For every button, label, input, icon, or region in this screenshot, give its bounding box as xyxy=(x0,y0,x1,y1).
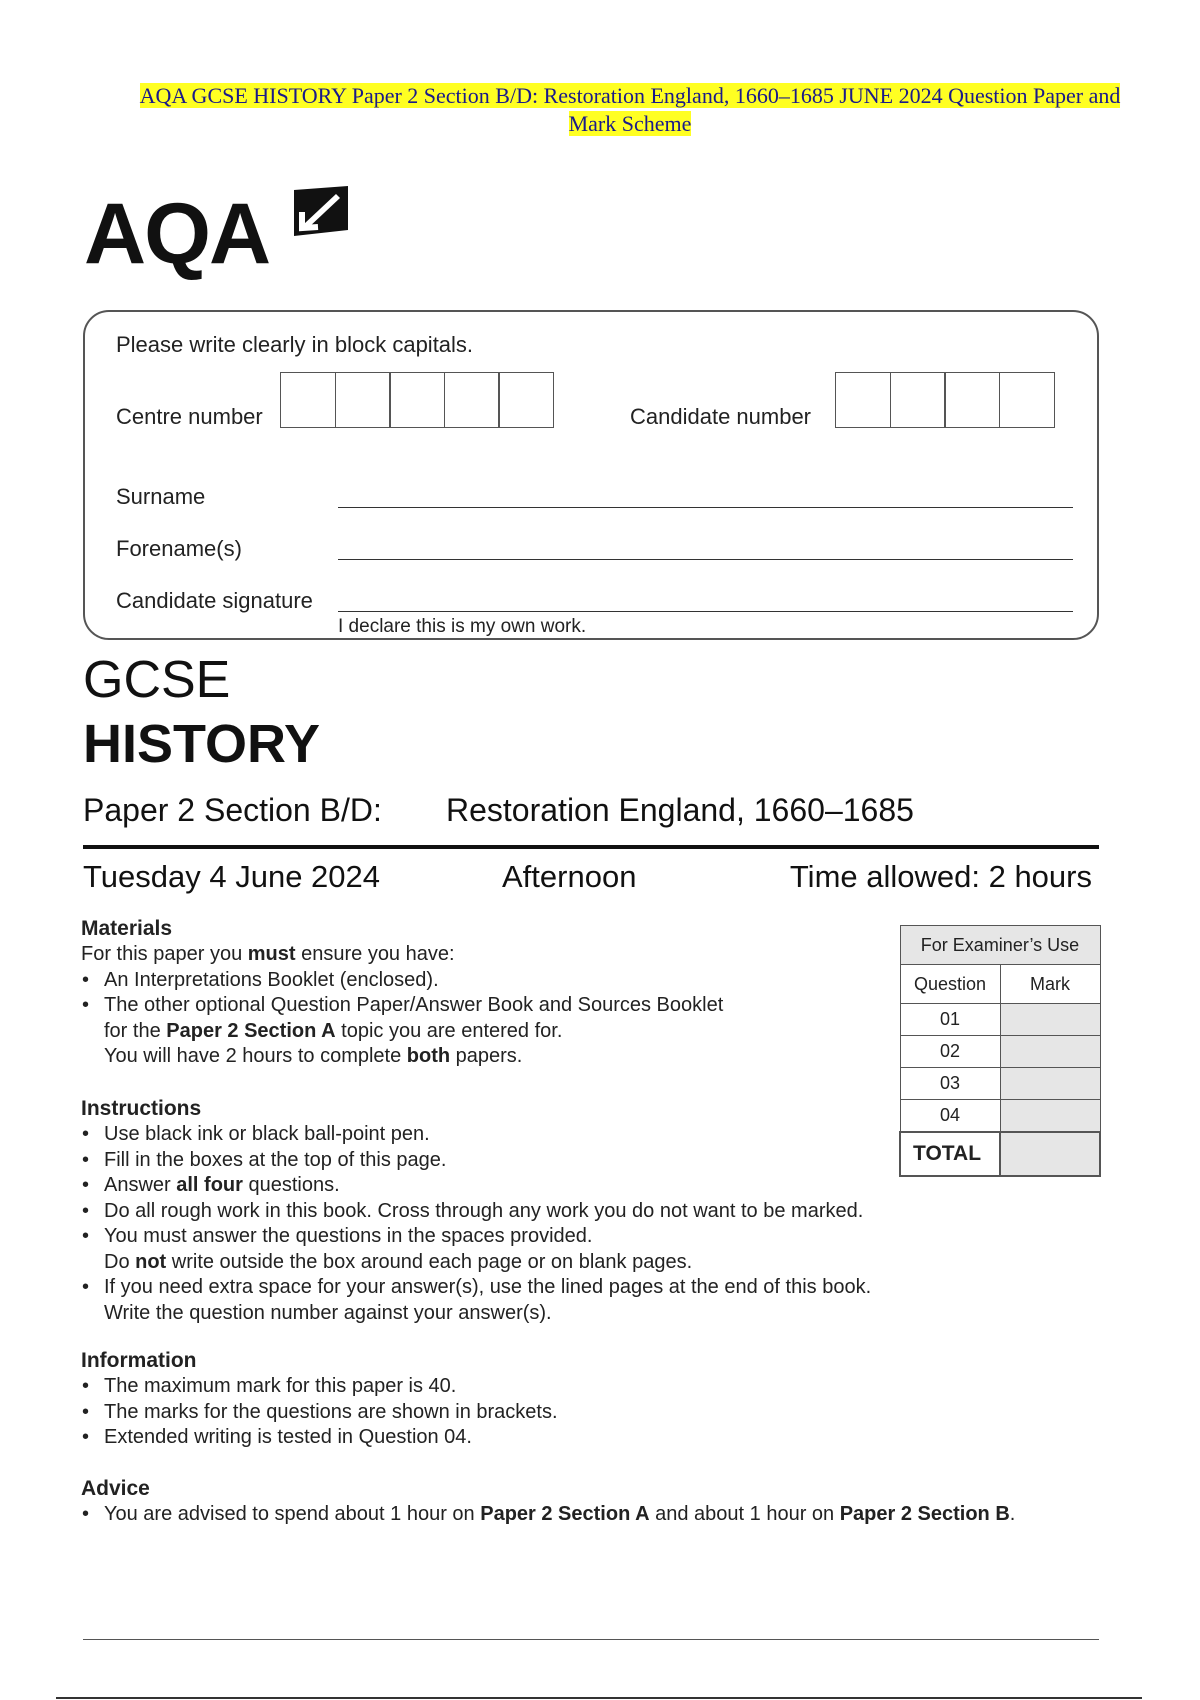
signature-field[interactable] xyxy=(338,611,1073,612)
question-number: 04 xyxy=(900,1100,1000,1133)
topic-title: Restoration England, 1660–1685 xyxy=(446,792,914,828)
candidate-digit-box[interactable] xyxy=(890,372,946,428)
instruction-item: • Fill in the boxes at the top of this page. xyxy=(81,1148,941,1174)
instruction-item: • You must answer the questions in the spaces provided. Do not write outside the box around each page or on blank pages. xyxy=(81,1224,941,1275)
materials-heading: Materials xyxy=(81,917,173,940)
document-banner xyxy=(80,82,1180,138)
examiners-use-table xyxy=(899,925,1101,1177)
candidate-digit-box[interactable] xyxy=(999,372,1055,428)
centre-digit-box[interactable] xyxy=(498,372,554,428)
instructions-section xyxy=(81,1096,941,1326)
advice-heading: Advice xyxy=(81,1477,150,1500)
block-capitals-instruction: Please write clearly in block capitals. xyxy=(116,332,474,357)
paper-label: Paper 2 Section B/D: xyxy=(83,792,382,828)
materials-intro: For this paper you must ensure you have: xyxy=(81,943,455,965)
page-bottom-edge xyxy=(56,1697,1142,1699)
total-label: TOTAL xyxy=(900,1132,1000,1176)
instruction-item: • Use black ink or black ball-point pen. xyxy=(81,1122,941,1148)
exam-session: Afternoon xyxy=(502,859,637,894)
question-number: 01 xyxy=(900,1004,1000,1036)
information-item: • Extended writing is tested in Question 04. xyxy=(81,1425,941,1451)
centre-number-label: Centre number xyxy=(116,404,263,429)
instructions-heading: Instructions xyxy=(81,1097,202,1120)
declaration-text: I declare this is my own work. xyxy=(338,616,587,637)
time-allowed: Time allowed: 2 hours xyxy=(789,859,1092,894)
candidate-digit-box[interactable] xyxy=(944,372,1000,428)
mark-column-header: Mark xyxy=(1000,965,1100,1004)
centre-digit-box[interactable] xyxy=(389,372,445,428)
examiners-use-title: For Examiner’s Use xyxy=(900,926,1100,965)
information-heading: Information xyxy=(81,1349,197,1372)
logo-wordmark: AQA xyxy=(84,186,270,282)
logo-flag-icon xyxy=(284,184,354,248)
centre-digit-box[interactable] xyxy=(335,372,391,428)
instruction-item: • Answer all four questions. xyxy=(81,1173,941,1199)
banner-line-1: AQA GCSE HISTORY Paper 2 Section B/D: Restoration England, 1660–1685 JUNE 2024 Question Paper and xyxy=(139,83,1121,108)
banner-line-2: Mark Scheme xyxy=(568,111,692,136)
aqa-logo xyxy=(84,184,354,284)
mark-cell[interactable] xyxy=(1000,1036,1100,1068)
information-item: • The marks for the questions are shown in brackets. xyxy=(81,1400,941,1426)
qualification-title: GCSE xyxy=(83,651,231,709)
candidate-number-label: Candidate number xyxy=(630,404,812,429)
candidate-digit-box[interactable] xyxy=(835,372,891,428)
centre-digit-box[interactable] xyxy=(444,372,500,428)
surname-label: Surname xyxy=(116,484,206,509)
advice-section xyxy=(81,1476,1121,1528)
title-divider xyxy=(83,845,1099,849)
total-mark-cell[interactable] xyxy=(1000,1132,1100,1176)
candidate-details-box xyxy=(83,310,1099,640)
question-number: 03 xyxy=(900,1068,1000,1100)
forenames-label: Forename(s) xyxy=(116,536,242,561)
question-number: 02 xyxy=(900,1036,1000,1068)
footer-divider xyxy=(83,1639,1099,1640)
centre-digit-box[interactable] xyxy=(280,372,336,428)
information-section xyxy=(81,1348,941,1451)
mark-cell[interactable] xyxy=(1000,1068,1100,1100)
surname-field[interactable] xyxy=(338,507,1073,508)
centre-number-boxes[interactable] xyxy=(280,372,553,428)
materials-item: • The other optional Question Paper/Answer Book and Sources Booklet for the Paper 2 Section A topic you are entered for. You will have 2 hours to complete both papers. xyxy=(81,993,861,1070)
instruction-item: • If you need extra space for your answer(s), use the lined pages at the end of this book. Write the question number against your answer(s). xyxy=(81,1275,941,1326)
question-column-header: Question xyxy=(900,965,1000,1004)
materials-section xyxy=(81,916,861,1070)
mark-cell[interactable] xyxy=(1000,1100,1100,1133)
instruction-item: • Do all rough work in this book. Cross through any work you do not want to be marked. xyxy=(81,1199,941,1225)
exam-date: Tuesday 4 June 2024 xyxy=(83,859,381,894)
materials-item: • An Interpretations Booklet (enclosed). xyxy=(81,968,861,994)
candidate-number-boxes[interactable] xyxy=(835,372,1053,428)
mark-cell[interactable] xyxy=(1000,1004,1100,1036)
information-item: • The maximum mark for this paper is 40. xyxy=(81,1374,941,1400)
subject-title: HISTORY xyxy=(83,714,321,774)
advice-item: • You are advised to spend about 1 hour on Paper 2 Section A and about 1 hour on Paper 2 Section B. xyxy=(81,1502,1121,1528)
forenames-field[interactable] xyxy=(338,559,1073,560)
signature-label: Candidate signature xyxy=(116,588,313,613)
